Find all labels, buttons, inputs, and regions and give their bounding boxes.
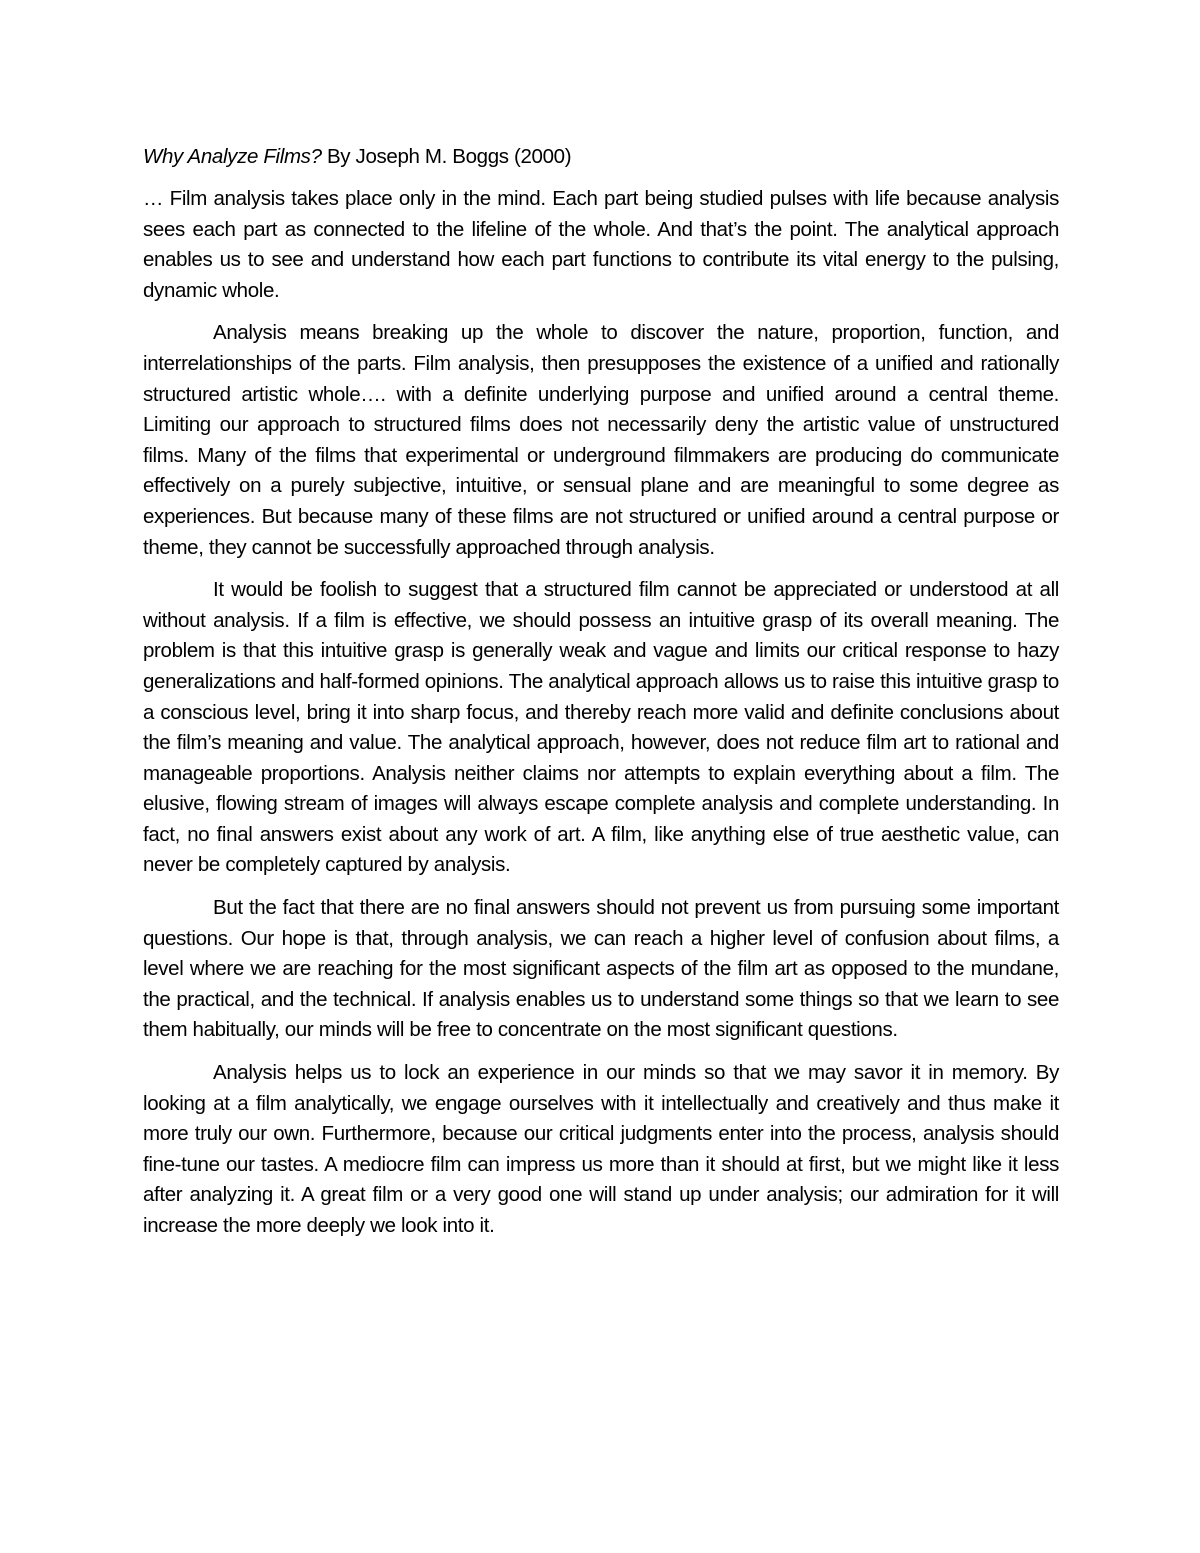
document-body [143, 142, 1059, 1242]
title-author: By Joseph M. Boggs (2000) [321, 145, 572, 168]
paragraph-4: But the fact that there are no final answers should not prevent us from pursuing some important questions. Our hope is that, through analysis, we can reach a higher level of confusion about films, a level where we are reaching for the most significant aspects of the film art as opposed to the mundane, the practical, and the technical. If analysis enables us to understand some things so that we learn to see them habitually, our minds will be free to concentrate on the most significant questions. [143, 896, 1059, 1042]
paragraph-1: … Film analysis takes place only in the mind. Each part being studied pulses with life because analysis sees each part as connected to the lifeline of the whole. And that’s the point. The analytical approach enables us to see and understand how each part functions to contribute its vital energy to the pulsing, dynamic whole. [143, 187, 1059, 302]
title-italic: Why Analyze Films? [143, 145, 322, 168]
paragraph-3: It would be foolish to suggest that a structured film cannot be appreciated or understood at all without analysis. If a film is effective, we should possess an intuitive grasp of its overall meaning. The problem is that this intuitive grasp is generally weak and vague and limits our critical response to hazy generalizations and half-formed opinions. The analytical approach allows us to raise this intuitive grasp to a conscious level, bring it into sharp focus, and thereby reach more valid and definite conclusions about the film’s meaning and value. The analytical approach, however, does not reduce film art to rational and manageable proportions. Analysis neither claims nor attempts to explain everything about a film. The elusive, flowing stream of images will always escape complete analysis and complete understanding. In fact, no final answers exist about any work of art. A film, like anything else of true aesthetic value, can never be completely captured by analysis. [143, 578, 1059, 877]
paragraph-5: Analysis helps us to lock an experience in our minds so that we may savor it in memory. By looking at a film analytically, we engage ourselves with it intellectually and creatively and thus make it more truly our own. Furthermore, because our critical judgments enter into the process, analysis should fine-tune our tastes. A mediocre film can impress us more than it should at first, but we might like it less after analyzing it. A great film or a very good one will stand up under analysis; our admiration for it will increase the more deeply we look into it. [143, 1061, 1059, 1237]
paragraph-2: Analysis means breaking up the whole to discover the nature, proportion, function, and interrelationships of the parts. Film analysis, then presupposes the existence of a unified and rationally structured artistic whole…. with a definite underlying purpose and unified around a central theme. Limiting our approach to structured films does not necessarily deny the artistic value of unstructured films. Many of the films that experimental or underground filmmakers are producing do communicate effectively on a purely subjective, intuitive, or sensual plane and are meaningful to some degree as experiences. But because many of these films are not structured or unified around a central purpose or theme, they cannot be successfully approached through analysis. [143, 321, 1059, 559]
document-title [143, 142, 1059, 172]
